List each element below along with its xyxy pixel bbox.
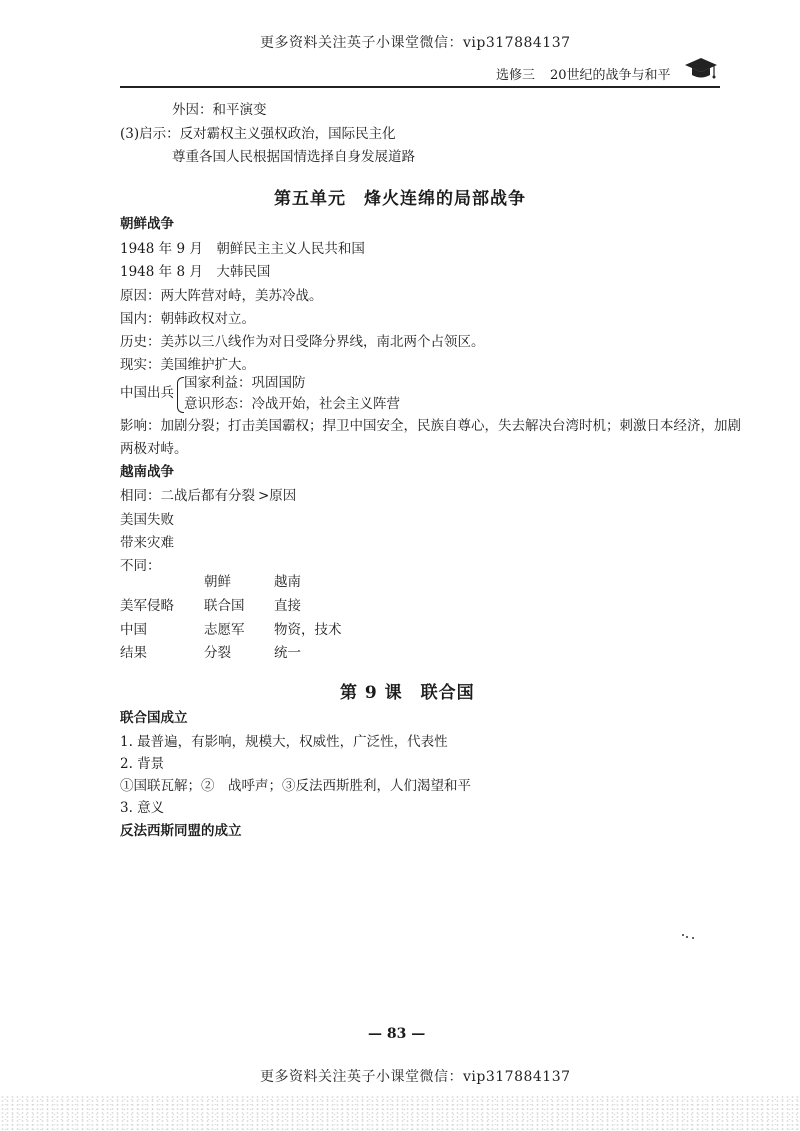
scan-speck bbox=[686, 936, 688, 938]
page-number: — 83 — bbox=[368, 1026, 426, 1042]
china-intervention-brace bbox=[177, 377, 184, 413]
vietnam-same: 相同：二战后都有分裂 bbox=[120, 488, 255, 504]
vietnam-disaster: 带来灾难 bbox=[120, 535, 174, 551]
korea-history: 历史：美苏以三八线作为对日受降分界线，南北两个占领区。 bbox=[120, 334, 485, 350]
vietnam-difference: 不同： bbox=[120, 558, 161, 574]
watermark-top: 更多资料关注英子小课堂微信：vip317884137 bbox=[260, 35, 571, 51]
table-cell: 直接 bbox=[274, 598, 301, 614]
header-title: 20世纪的战争与和平 bbox=[550, 68, 671, 83]
vietnam-same-arrow: >原因 bbox=[258, 488, 297, 504]
china-reason-1: 国家利益：巩固国防 bbox=[184, 375, 306, 391]
table-cell: 结果 bbox=[120, 645, 147, 661]
korea-heading: 朝鲜战争 bbox=[120, 216, 174, 232]
intro-enlightenment-2: 尊重各国人民根据国情选择自身发展道路 bbox=[172, 149, 415, 165]
table-cell: 统一 bbox=[274, 645, 301, 661]
intro-enlightenment-1: (3)启示：反对霸权主义强权政治，国际民主化 bbox=[120, 126, 396, 142]
china-intervention-label: 中国出兵 bbox=[120, 385, 174, 401]
intro-external: 外因：和平演变 bbox=[172, 102, 267, 118]
korea-reality: 现实：美国维护扩大。 bbox=[120, 357, 255, 373]
scan-speck bbox=[692, 937, 694, 939]
korea-line-1: 1948 年 9 月 朝鲜民主主义人民共和国 bbox=[120, 241, 365, 257]
korea-impact-1: 影响：加剧分裂；打击美国霸权；捍卫中国安全，民族自尊心，失去解决台湾时机；刺激日本经济，加剧 bbox=[120, 418, 741, 434]
un-item-2-detail: ①国联瓦解；② 战呼声；③反法西斯胜利，人们渴望和平 bbox=[120, 778, 471, 794]
table-header-vietnam: 越南 bbox=[274, 574, 301, 590]
table-cell: 分裂 bbox=[204, 645, 231, 661]
un-founding-heading: 联合国成立 bbox=[120, 710, 188, 726]
table-header-korea: 朝鲜 bbox=[204, 574, 231, 590]
table-cell: 中国 bbox=[120, 622, 147, 638]
table-cell: 美军侵略 bbox=[120, 598, 174, 614]
watermark-bottom: 更多资料关注英子小课堂微信：vip317884137 bbox=[260, 1069, 571, 1085]
un-item-3: 3. 意义 bbox=[120, 800, 165, 816]
korea-cause: 原因：两大阵营对峙，美苏冷战。 bbox=[120, 288, 323, 304]
header-rule bbox=[120, 86, 720, 88]
header-course: 选修三 bbox=[496, 68, 536, 83]
anti-fascist-alliance-heading: 反法西斯同盟的成立 bbox=[120, 823, 242, 839]
korea-domestic: 国内：朝韩政权对立。 bbox=[120, 311, 255, 327]
table-cell: 联合国 bbox=[204, 598, 245, 614]
scan-noise-band bbox=[0, 1095, 800, 1131]
graduation-cap-icon bbox=[684, 55, 718, 81]
china-reason-2: 意识形态：冷战开始，社会主义阵营 bbox=[184, 396, 400, 412]
korea-line-2: 1948 年 8 月 大韩民国 bbox=[120, 264, 271, 280]
lesson-9-title: 第 9 课 联合国 bbox=[340, 683, 475, 703]
table-cell: 物资，技术 bbox=[274, 622, 342, 638]
scan-speck bbox=[682, 934, 684, 936]
vietnam-heading: 越南战争 bbox=[120, 464, 174, 480]
korea-impact-2: 两极对峙。 bbox=[120, 441, 188, 457]
table-cell: 志愿军 bbox=[204, 622, 245, 638]
unit-5-title: 第五单元 烽火连绵的局部战争 bbox=[274, 189, 526, 209]
un-item-1: 1. 最普遍，有影响，规模大，权威性，广泛性，代表性 bbox=[120, 734, 448, 750]
un-item-2: 2. 背景 bbox=[120, 756, 165, 772]
vietnam-us-fail: 美国失败 bbox=[120, 512, 174, 528]
